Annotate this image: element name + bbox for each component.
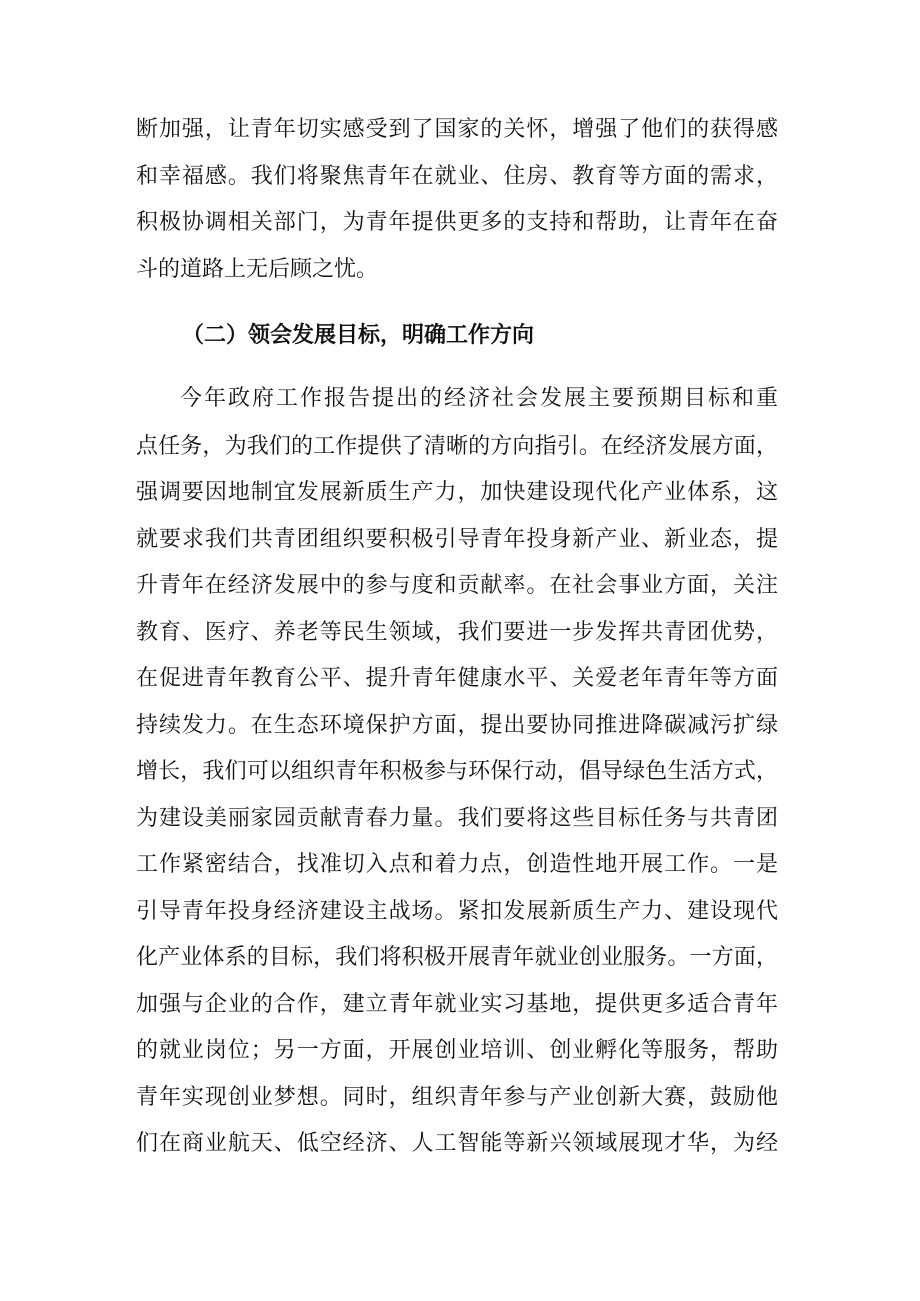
paragraph-2-line-4: 就要求我们共青团组织要积极引导青年投身新产业、新业态，提	[136, 527, 778, 552]
paragraph-2-line-3: 强调要因地制宜发展新质生产力，加快建设现代化产业体系，这	[136, 480, 778, 505]
paragraph-2-line-8: 持续发力。在生态环境保护方面，提出要协同推进降碳减污扩绿	[136, 713, 778, 738]
paragraph-2-line-10: 为建设美丽家园贡献青春力量。我们要将这些目标任务与共青团	[136, 806, 778, 831]
paragraph-2-line-12: 引导青年投身经济建设主战场。紧扣发展新质生产力、建设现代	[136, 899, 778, 924]
paragraph-2-line-2: 点任务，为我们的工作提供了清晰的方向指引。在经济发展方面，	[136, 434, 778, 459]
paragraph-1-line-3: 积极协调相关部门，为青年提供更多的支持和帮助，让青年在奋	[136, 210, 778, 235]
paragraph-2-line-11: 工作紧密结合，找准切入点和着力点，创造性地开展工作。一是	[136, 852, 778, 877]
paragraph-2-line-14: 加强与企业的合作，建立青年就业实习基地，提供更多适合青年	[136, 992, 778, 1017]
paragraph-1-line-4: 斗的道路上无后顾之忧。	[136, 257, 379, 282]
paragraph-2-line-7: 在促进青年教育公平、提升青年健康水平、关爱老年青年等方面	[136, 666, 778, 691]
paragraph-2-line-6: 教育、医疗、养老等民生领域，我们要进一步发挥共青团优势，	[136, 620, 778, 645]
paragraph-2-line-1: 今年政府工作报告提出的经济社会发展主要预期目标和重	[180, 386, 778, 411]
paragraph-2-line-9: 增长，我们可以组织青年积极参与环保行动，倡导绿色生活方式，	[136, 759, 778, 784]
paragraph-1-line-1: 断加强，让青年切实感受到了国家的关怀，增强了他们的获得感	[136, 117, 778, 142]
section-heading: （二）领会发展目标，明确工作方向	[182, 323, 535, 348]
paragraph-2-line-13: 化产业体系的目标，我们将积极开展青年就业创业服务。一方面，	[136, 945, 778, 970]
paragraph-1-line-2: 和幸福感。我们将聚焦青年在就业、住房、教育等方面的需求，	[136, 164, 778, 189]
paragraph-2-line-16: 青年实现创业梦想。同时，组织青年参与产业创新大赛，鼓励他	[136, 1085, 778, 1110]
paragraph-2-line-15: 的就业岗位；另一方面，开展创业培训、创业孵化等服务，帮助	[136, 1038, 778, 1063]
paragraph-2-line-5: 升青年在经济发展中的参与度和贡献率。在社会事业方面，关注	[136, 573, 778, 598]
paragraph-2-line-17: 们在商业航天、低空经济、人工智能等新兴领域展现才华，为经	[136, 1131, 778, 1156]
